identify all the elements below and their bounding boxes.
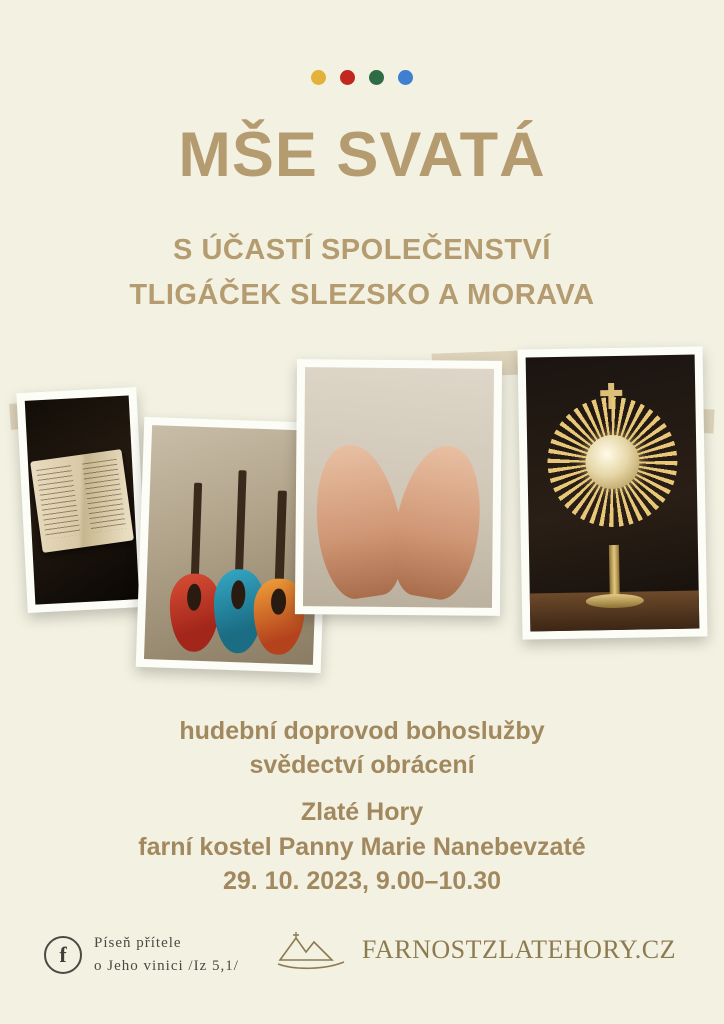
photo-monstrance-image — [526, 355, 700, 632]
facebook-page-line-1: Píseň přítele — [94, 935, 182, 951]
book-icon — [30, 449, 133, 553]
facebook-page-line-2: o Jeho vinici /Iz 5,1/ — [94, 957, 239, 974]
dot-red — [340, 70, 355, 85]
facebook-block[interactable] — [44, 932, 239, 977]
photo-hymnbook-image — [25, 395, 140, 604]
dot-green — [369, 70, 384, 85]
venue-church: farní kostel Panny Marie Nanebevzaté — [138, 832, 586, 861]
photo-hymnbook — [16, 387, 147, 613]
venue-block — [0, 795, 724, 899]
venue-city: Zlaté Hory — [300, 798, 424, 826]
poster-subtitle — [0, 228, 724, 318]
photo-guitars-image — [144, 425, 321, 665]
dot-yellow — [311, 70, 326, 85]
hand-icon-left — [306, 439, 411, 603]
photo-monstrance — [517, 346, 707, 639]
brand-website-text: FARNOSTZLATEHORY.CZ — [361, 935, 676, 964]
subtitle-line-1: S ÚČASTÍ SPOLEČENSTVÍ — [173, 234, 551, 266]
poster-title: MŠE SVATÁ — [178, 120, 546, 190]
hand-icon-right — [384, 439, 491, 604]
facebook-icon[interactable]: f — [44, 936, 82, 974]
decorative-dots-row — [0, 70, 724, 85]
program-line-1: hudební doprovod bohoslužby — [179, 717, 545, 745]
venue-datetime: 29. 10. 2023, 9.00–10.30 — [222, 867, 502, 895]
program-text — [0, 715, 724, 783]
facebook-page-name — [94, 932, 239, 977]
monstrance-stem — [608, 545, 619, 597]
brand-block[interactable] — [276, 930, 676, 970]
monstrance-center-icon — [584, 435, 639, 490]
subtitle-line-2: TLIGÁČEK SLEZSKO A MORAVA — [129, 278, 595, 311]
dot-blue — [398, 70, 413, 85]
mountain-church-logo-icon — [276, 930, 348, 970]
photo-praying-hands-image — [303, 367, 494, 608]
program-line-2: svědectví obrácení — [249, 750, 475, 779]
photo-collage — [0, 340, 724, 680]
photo-praying-hands — [295, 359, 502, 616]
poster-footer — [0, 928, 724, 998]
